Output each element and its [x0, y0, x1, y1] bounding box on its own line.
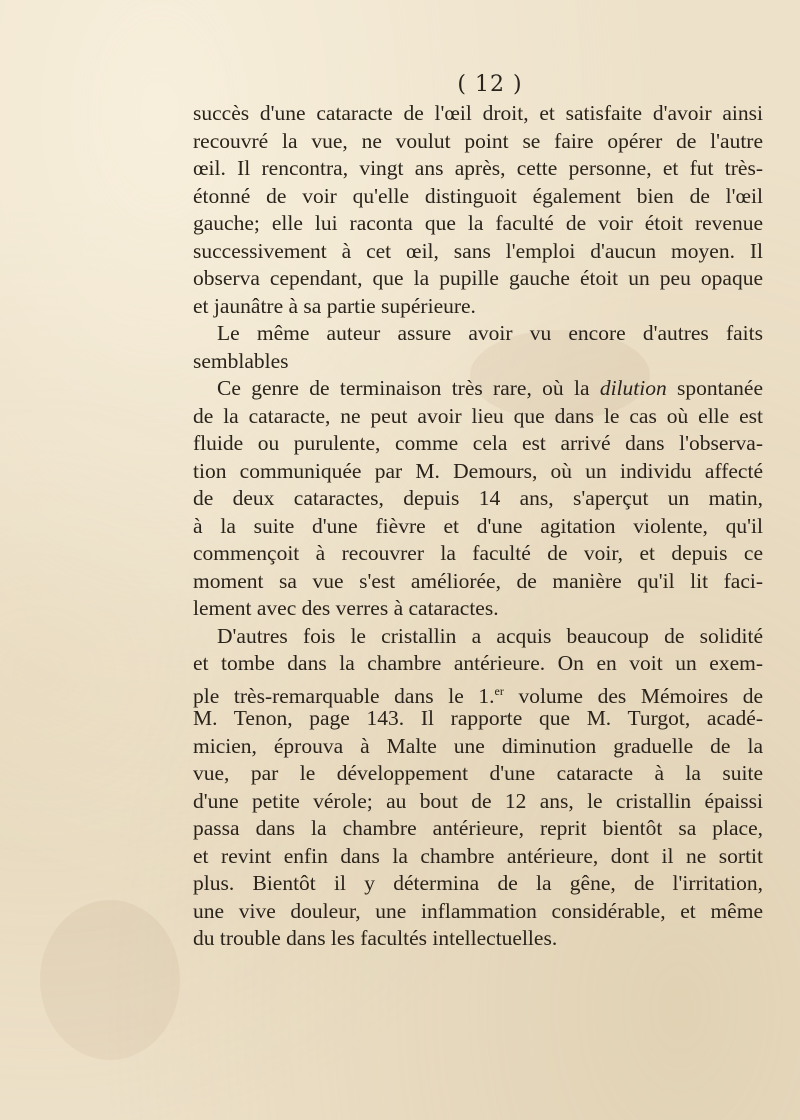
text-line: passa dans la chambre antérieure, reprit bientôt sa place, — [193, 816, 763, 840]
text-line: plus. Bientôt il y détermina de la gêne, de l'irritation, — [193, 871, 763, 895]
text-line: semblables — [193, 348, 289, 373]
text-line: une vive douleur, une inflammation considérable, et même — [193, 898, 763, 923]
text-line: commençoit à recouvrer la faculté de voir, et depuis ce — [193, 541, 763, 565]
text-line: d'une petite vérole; au bout de 12 ans, le cristallin épaissi — [193, 788, 763, 813]
text-line: et tombe dans la chambre antérieure. On en voit un exem- — [193, 651, 763, 675]
text-line: du trouble dans les facultés intellectuelles. — [193, 926, 558, 950]
text-line: observa cependant, que la pupille gauche étoit un peu opaque — [193, 266, 763, 290]
page-number-text: ( 12 ) — [457, 72, 523, 97]
text-line: œil. Il rencontra, vingt ans après, cette personne, et fut très- — [193, 156, 763, 180]
paper-stain — [40, 900, 180, 1060]
text-line: Le même auteur assure avoir vu encore d'autres faits — [217, 321, 763, 345]
text-line: micien, éprouva à Malte une diminution graduelle de la — [193, 733, 763, 758]
text-line: moment sa vue s'est améliorée, de manière qu'il lit faci- — [193, 568, 763, 593]
text-line: et revint enfin dans la chambre antérieure, dont il ne sortit — [193, 843, 763, 868]
text-line: M. Tenon, page 143. Il rapporte que M. Turgot, acadé- — [193, 706, 763, 730]
superscript: er — [494, 683, 504, 698]
text-line: de la cataracte, ne peut avoir lieu que dans le cas où elle est — [193, 403, 763, 428]
text-line: lement avec des verres à cataractes. — [193, 596, 499, 620]
text-line: Ce genre de terminaison très rare, où la dilution spontanée — [217, 376, 764, 400]
text-line: succès d'une cataracte de l'œil droit, et satisfaite d'avoir ainsi — [193, 101, 763, 125]
text-line: vue, par le développement d'une cataracte à la suite — [193, 761, 763, 785]
page-number — [0, 72, 800, 97]
italic-term: dilution — [599, 376, 667, 400]
text-line: fluide ou purulente, comme cela est arrivé dans l'observa- — [193, 431, 763, 455]
text-line: de deux cataractes, depuis 14 ans, s'aperçut un matin, — [193, 486, 763, 510]
text-line: et jaunâtre à sa partie supérieure. — [193, 293, 476, 318]
text-line: D'autres fois le cristallin a acquis beaucoup de solidité — [217, 623, 763, 648]
text-line: successivement à cet œil, sans l'emploi d'aucun moyen. Il — [193, 238, 763, 263]
text-line: gauche; elle lui raconta que la faculté de voir étoit revenue — [193, 211, 763, 235]
text-line: à la suite d'une fièvre et d'une agitation violente, qu'il — [193, 513, 763, 538]
body-text — [193, 100, 763, 953]
text-line: recouvré la vue, ne voulut point se faire opérer de l'autre — [193, 128, 763, 153]
text-line: étonné de voir qu'elle distinguoit également bien de l'œil — [193, 183, 763, 208]
text-line: ple très-remarquable dans le 1.$^{er}$ volume des Mémoires de — [193, 683, 763, 708]
text-line: tion communiquée par M. Demours, où un individu affecté — [193, 458, 763, 483]
